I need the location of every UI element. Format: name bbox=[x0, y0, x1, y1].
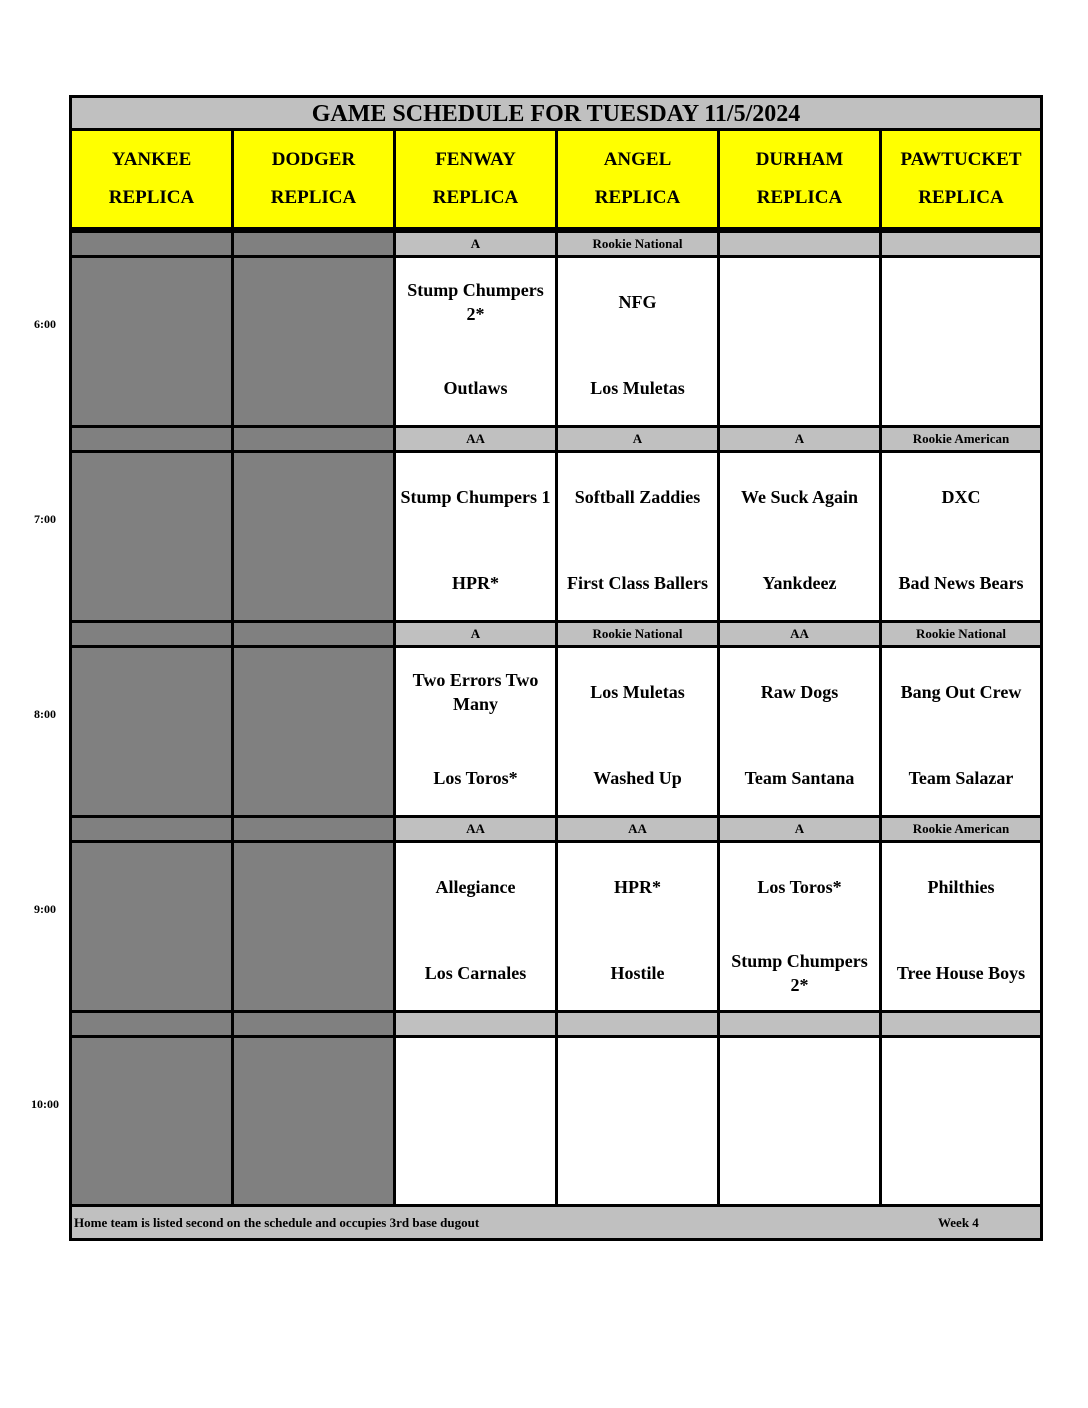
home-team bbox=[882, 362, 1040, 414]
home-team: Stump Chumpers 2* bbox=[731, 951, 868, 995]
home-team: Los Carnales bbox=[424, 963, 527, 983]
home-team: Hostile bbox=[610, 963, 665, 983]
game-cell bbox=[555, 840, 717, 1010]
home-team: Los Toros* bbox=[433, 768, 518, 788]
away-team bbox=[882, 1056, 1040, 1108]
field-name: ANGEL bbox=[603, 149, 672, 170]
game-cell bbox=[69, 645, 231, 815]
away-team: Two Errors Two Many bbox=[412, 670, 539, 714]
division-cell bbox=[879, 1010, 1043, 1035]
home-team bbox=[558, 1142, 717, 1194]
away-team: Raw Dogs bbox=[760, 682, 839, 702]
game-cell bbox=[69, 1035, 231, 1205]
field-header-angel bbox=[555, 128, 717, 230]
home-team: Los Muletas bbox=[590, 378, 685, 398]
division-cell bbox=[231, 425, 393, 450]
game-cell bbox=[393, 645, 555, 815]
game-cell bbox=[231, 255, 393, 425]
field-name: YANKEE bbox=[111, 149, 192, 170]
division-cell: Rookie National bbox=[555, 620, 717, 645]
division-cell: A bbox=[393, 620, 555, 645]
division-cell: AA bbox=[555, 815, 717, 840]
game-cell bbox=[69, 840, 231, 1010]
field-name: DURHAM bbox=[755, 149, 844, 170]
week-label: Week 4 bbox=[938, 1214, 979, 1230]
game-cell bbox=[231, 450, 393, 620]
division-cell bbox=[69, 230, 231, 255]
game-cell bbox=[879, 645, 1043, 815]
field-header-yankee bbox=[69, 128, 231, 230]
division-cell bbox=[69, 620, 231, 645]
division-cell: AA bbox=[393, 815, 555, 840]
home-team bbox=[720, 1142, 879, 1194]
game-cell bbox=[393, 450, 555, 620]
field-subtitle: REPLICA bbox=[432, 187, 519, 208]
division-cell bbox=[231, 620, 393, 645]
field-header-dodger bbox=[231, 128, 393, 230]
time-label: 8:00 bbox=[34, 707, 56, 721]
game-cell bbox=[69, 450, 231, 620]
field-header-fenway bbox=[393, 128, 555, 230]
home-team: Team Santana bbox=[744, 768, 855, 788]
game-cell bbox=[879, 450, 1043, 620]
home-team bbox=[720, 362, 879, 414]
home-team: Yankdeez bbox=[762, 573, 837, 593]
division-cell bbox=[393, 1010, 555, 1035]
away-team: Softball Zaddies bbox=[574, 487, 701, 507]
field-subtitle: REPLICA bbox=[270, 187, 357, 208]
division-cell: Rookie National bbox=[879, 620, 1043, 645]
away-team bbox=[882, 276, 1040, 328]
footer-note: Home team is listed second on the schedule and occupies 3rd base dugout bbox=[74, 1214, 480, 1230]
away-team: Stump Chumpers 2* bbox=[407, 280, 544, 324]
field-subtitle: REPLICA bbox=[108, 187, 195, 208]
game-cell bbox=[717, 840, 879, 1010]
division-cell: Rookie American bbox=[879, 815, 1043, 840]
away-team: Los Toros* bbox=[757, 877, 842, 897]
division-cell bbox=[879, 230, 1043, 255]
field-subtitle: REPLICA bbox=[918, 187, 1004, 208]
home-team: Washed Up bbox=[593, 768, 682, 788]
game-cell bbox=[393, 255, 555, 425]
away-team bbox=[396, 1056, 555, 1108]
division-cell: A bbox=[555, 425, 717, 450]
field-name: FENWAY bbox=[435, 149, 516, 170]
game-cell bbox=[717, 255, 879, 425]
game-cell bbox=[879, 1035, 1043, 1205]
division-cell: AA bbox=[393, 425, 555, 450]
away-team: DXC bbox=[941, 487, 981, 507]
home-team: Bad News Bears bbox=[898, 573, 1024, 593]
division-cell: AA bbox=[717, 620, 879, 645]
time-label: 6:00 bbox=[34, 317, 56, 331]
game-cell bbox=[555, 255, 717, 425]
home-team bbox=[396, 1142, 555, 1194]
time-label: 9:00 bbox=[34, 902, 56, 916]
division-cell bbox=[69, 815, 231, 840]
time-label: 7:00 bbox=[34, 512, 56, 526]
division-cell bbox=[717, 230, 879, 255]
division-cell bbox=[231, 230, 393, 255]
division-cell bbox=[555, 1010, 717, 1035]
field-name: DODGER bbox=[271, 149, 356, 170]
game-cell bbox=[555, 450, 717, 620]
away-team bbox=[720, 1056, 879, 1108]
game-cell bbox=[717, 645, 879, 815]
field-name: PAWTUCKET bbox=[900, 149, 1022, 170]
home-team bbox=[882, 1142, 1040, 1194]
division-cell bbox=[231, 815, 393, 840]
home-team: Tree House Boys bbox=[896, 963, 1026, 983]
home-team: Outlaws bbox=[443, 378, 508, 398]
time-label: 10:00 bbox=[31, 1097, 59, 1111]
footer bbox=[69, 1204, 1043, 1241]
game-cell bbox=[393, 1035, 555, 1205]
away-team: Philthies bbox=[927, 877, 995, 897]
away-team: NFG bbox=[618, 292, 657, 312]
away-team: Los Muletas bbox=[590, 682, 685, 702]
game-cell bbox=[879, 255, 1043, 425]
division-cell: A bbox=[393, 230, 555, 255]
division-cell: Rookie American bbox=[879, 425, 1043, 450]
division-cell: Rookie National bbox=[555, 230, 717, 255]
home-team: Team Salazar bbox=[908, 768, 1014, 788]
field-header-pawtucket bbox=[879, 128, 1043, 230]
away-team: Allegiance bbox=[435, 877, 516, 897]
division-cell bbox=[69, 425, 231, 450]
division-cell bbox=[69, 1010, 231, 1035]
away-team bbox=[558, 1056, 717, 1108]
field-subtitle: REPLICA bbox=[594, 187, 681, 208]
game-cell bbox=[879, 840, 1043, 1010]
division-cell bbox=[231, 1010, 393, 1035]
game-cell bbox=[717, 1035, 879, 1205]
home-team: HPR* bbox=[452, 573, 499, 593]
game-cell bbox=[231, 645, 393, 815]
game-cell bbox=[69, 255, 231, 425]
home-team: First Class Ballers bbox=[567, 573, 708, 593]
division-cell: A bbox=[717, 815, 879, 840]
away-team: Bang Out Crew bbox=[900, 682, 1022, 702]
game-cell bbox=[231, 1035, 393, 1205]
page-title: GAME SCHEDULE FOR TUESDAY 11/5/2024 bbox=[69, 95, 1043, 131]
away-team: We Suck Again bbox=[740, 487, 859, 507]
away-team: Stump Chumpers 1 bbox=[400, 487, 551, 507]
game-cell bbox=[555, 1035, 717, 1205]
away-team bbox=[720, 276, 879, 328]
game-cell bbox=[393, 840, 555, 1010]
game-cell bbox=[231, 840, 393, 1010]
game-cell bbox=[717, 450, 879, 620]
field-header-durham bbox=[717, 128, 879, 230]
division-cell: A bbox=[717, 425, 879, 450]
division-cell bbox=[717, 1010, 879, 1035]
field-subtitle: REPLICA bbox=[756, 187, 843, 208]
game-cell bbox=[555, 645, 717, 815]
away-team: HPR* bbox=[614, 877, 661, 897]
